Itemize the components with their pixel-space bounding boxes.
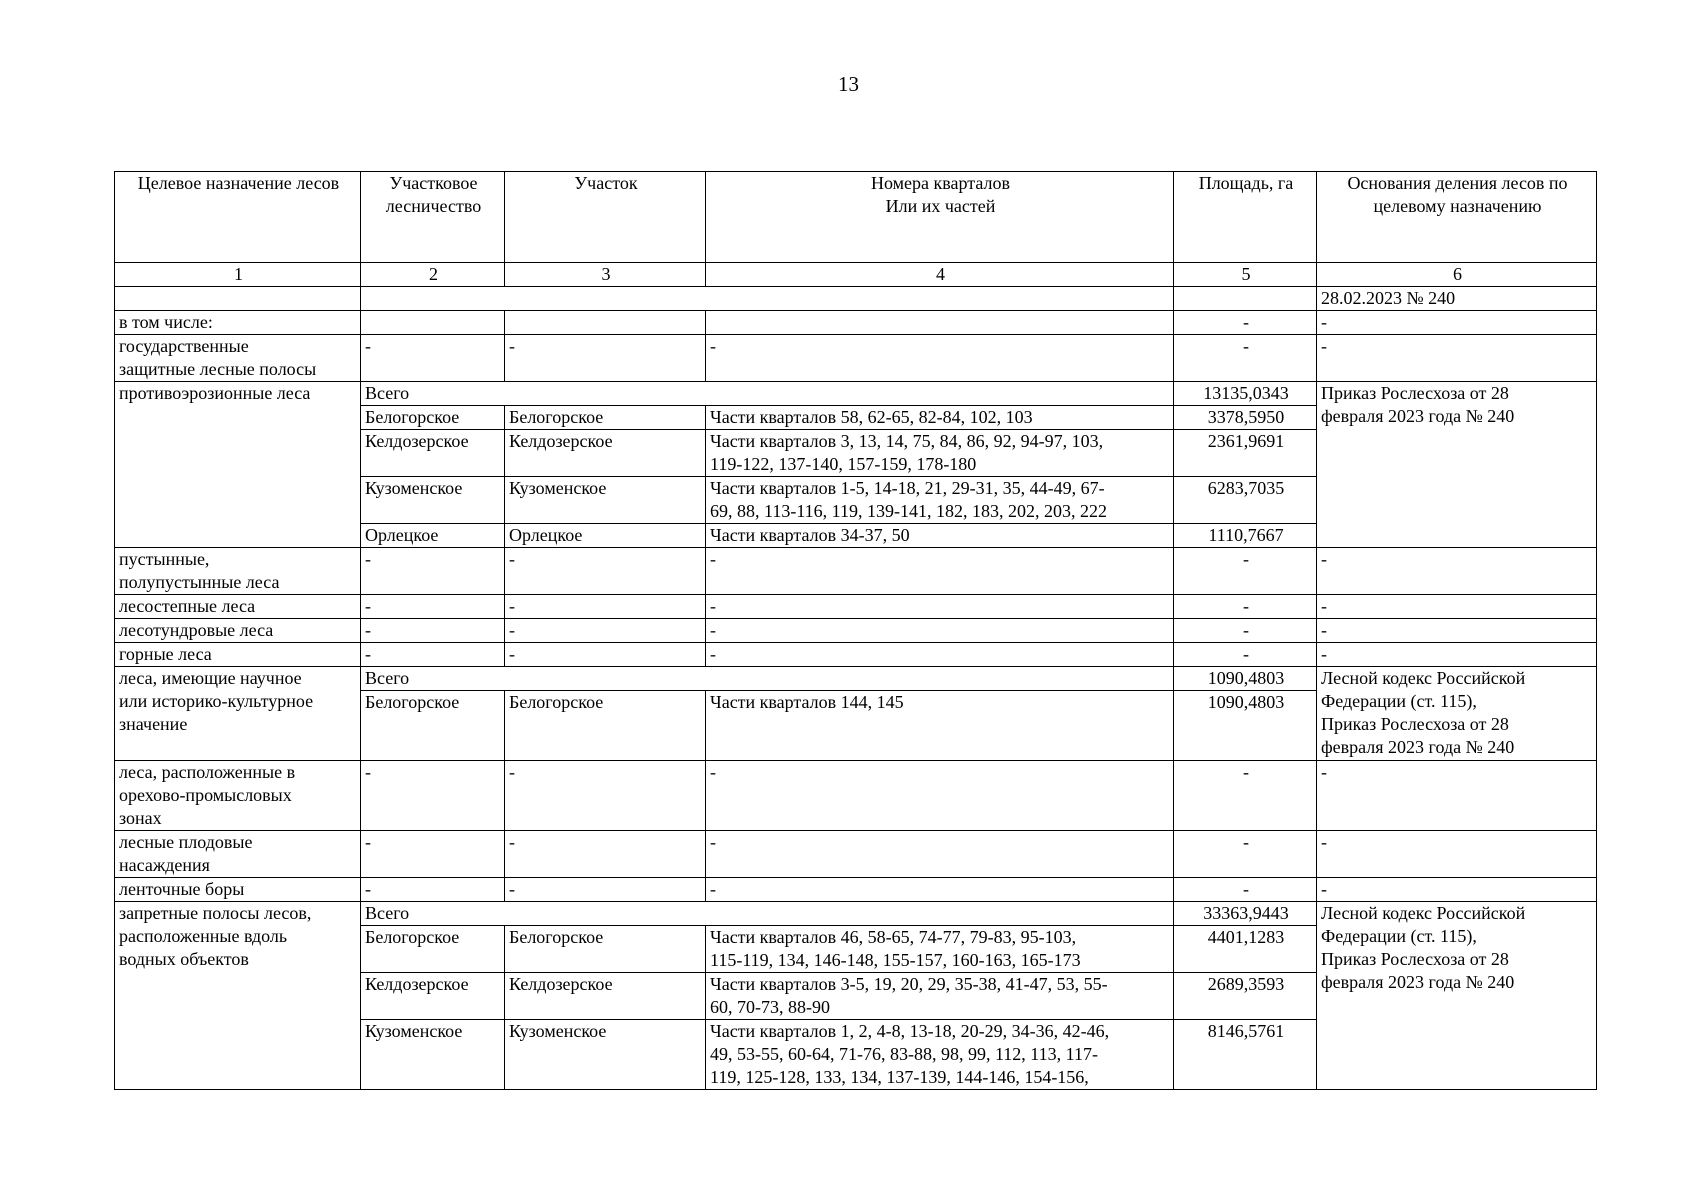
forestry-value: -: [361, 831, 505, 878]
plot-value: Кузоменское: [505, 477, 706, 524]
area-value: 2361,9691: [1174, 430, 1317, 477]
cell: [115, 287, 361, 311]
forestry-value: Кузоменское: [361, 1020, 505, 1090]
col-number: 5: [1174, 263, 1317, 287]
total-label: Всего: [361, 667, 1174, 691]
area-value: -: [1174, 335, 1317, 382]
plot-value: -: [505, 595, 706, 619]
header-quarters: Номера кварталов Или их частей: [706, 172, 1174, 263]
plot-value: Белогорское: [505, 406, 706, 430]
cell: [361, 311, 505, 335]
plot-value: -: [505, 619, 706, 643]
quarters-value: -: [706, 761, 1174, 831]
forestry-value: -: [361, 595, 505, 619]
table-row: [115, 382, 1597, 406]
area-value: -: [1174, 619, 1317, 643]
area-value: 2689,3593: [1174, 973, 1317, 1020]
total-label: Всего: [361, 382, 1174, 406]
purpose-label: пустынные, полупустынные леса: [115, 548, 361, 595]
carry-basis: 28.02.2023 № 240: [1317, 287, 1597, 311]
basis-value: -: [1317, 548, 1597, 595]
total-area: 33363,9443: [1174, 902, 1317, 926]
table-row: [115, 619, 1597, 643]
quarters-value: -: [706, 595, 1174, 619]
forest-purpose-table: [114, 171, 1597, 1090]
purpose-label: противоэрозионные леса: [115, 382, 361, 548]
plot-value: -: [505, 761, 706, 831]
purpose-label: государственные защитные лесные полосы: [115, 335, 361, 382]
basis-value: -: [1317, 878, 1597, 902]
forestry-value: Белогорское: [361, 406, 505, 430]
quarters-value: Части кварталов 3-5, 19, 20, 29, 35-38, 41-47, 53, 55- 60, 70-73, 88-90: [706, 973, 1174, 1020]
table-row: [115, 287, 1597, 311]
quarters-value: -: [706, 643, 1174, 667]
purpose-label: лесотундровые леса: [115, 619, 361, 643]
table-row: [115, 595, 1597, 619]
area-value: -: [1174, 595, 1317, 619]
basis-value: Лесной кодекс Российской Федерации (ст. 115), Приказ Рослесхоза от 28 февраля 2023 года № 240: [1317, 902, 1597, 1090]
basis-value: Лесной кодекс Российской Федерации (ст. 115), Приказ Рослесхоза от 28 февраля 2023 года № 240: [1317, 667, 1597, 761]
basis-value: -: [1317, 595, 1597, 619]
area-value: -: [1174, 311, 1317, 335]
table-row: [115, 335, 1597, 382]
purpose-label: горные леса: [115, 643, 361, 667]
area-value: 3378,5950: [1174, 406, 1317, 430]
plot-value: Келдозерское: [505, 973, 706, 1020]
purpose-label: лесные плодовые насаждения: [115, 831, 361, 878]
quarters-value: Части кварталов 3, 13, 14, 75, 84, 86, 92, 94-97, 103, 119-122, 137-140, 157-159, 178-180: [706, 430, 1174, 477]
total-area: 1090,4803: [1174, 667, 1317, 691]
plot-value: Белогорское: [505, 926, 706, 973]
table-row: [115, 643, 1597, 667]
area-value: 6283,7035: [1174, 477, 1317, 524]
header-basis: Основания деления лесов по целевому назначению: [1317, 172, 1597, 263]
quarters-value: Части кварталов 46, 58-65, 74-77, 79-83, 95-103, 115-119, 134, 146-148, 155-157, 160-163, 165-173: [706, 926, 1174, 973]
basis-value: -: [1317, 831, 1597, 878]
quarters-value: -: [706, 831, 1174, 878]
forestry-value: Орлецкое: [361, 524, 505, 548]
plot-value: -: [505, 548, 706, 595]
col-number: 1: [115, 263, 361, 287]
header-forestry: Участковое лесничество: [361, 172, 505, 263]
quarters-value: Части кварталов 58, 62-65, 82-84, 102, 103: [706, 406, 1174, 430]
quarters-value: -: [706, 878, 1174, 902]
plot-value: -: [505, 831, 706, 878]
basis-value: Приказ Рослесхоза от 28 февраля 2023 года № 240: [1317, 382, 1597, 548]
plot-value: -: [505, 878, 706, 902]
col-number: 2: [361, 263, 505, 287]
area-value: 8146,5761: [1174, 1020, 1317, 1090]
table-row: [115, 761, 1597, 831]
header-area: Площадь, га: [1174, 172, 1317, 263]
forestry-value: -: [361, 619, 505, 643]
table-row: [115, 548, 1597, 595]
basis-value: -: [1317, 311, 1597, 335]
cell: [706, 311, 1174, 335]
area-value: -: [1174, 831, 1317, 878]
forestry-value: -: [361, 548, 505, 595]
col-number: 3: [505, 263, 706, 287]
forestry-value: Белогорское: [361, 926, 505, 973]
table-row: [115, 902, 1597, 926]
cell: [1174, 287, 1317, 311]
plot-value: Кузоменское: [505, 1020, 706, 1090]
quarters-value: -: [706, 335, 1174, 382]
plot-value: Орлецкое: [505, 524, 706, 548]
area-value: -: [1174, 643, 1317, 667]
forestry-value: -: [361, 643, 505, 667]
basis-value: -: [1317, 335, 1597, 382]
including-label: в том числе:: [115, 311, 361, 335]
purpose-label: леса, расположенные в орехово-промысловых зонах: [115, 761, 361, 831]
cell: [361, 287, 1174, 311]
quarters-value: Части кварталов 34-37, 50: [706, 524, 1174, 548]
table-row: [115, 831, 1597, 878]
table-header-row: [115, 172, 1597, 263]
plot-value: -: [505, 643, 706, 667]
page-number: 13: [838, 72, 859, 96]
quarters-value: Части кварталов 1-5, 14-18, 21, 29-31, 35, 44-49, 67- 69, 88, 113-116, 119, 139-141, 182, 183, 202, 203, 222: [706, 477, 1174, 524]
area-value: -: [1174, 548, 1317, 595]
purpose-label: леса, имеющие научное или историко-культурное значение: [115, 667, 361, 761]
forestry-value: Кузоменское: [361, 477, 505, 524]
table-row: [115, 878, 1597, 902]
plot-value: Келдозерское: [505, 430, 706, 477]
quarters-value: Части кварталов 1, 2, 4-8, 13-18, 20-29, 34-36, 42-46, 49, 53-55, 60-64, 71-76, 83-88, 98, 99, 112, 113, 117- 119, 125-128, 133, 134, 137-139, 144-146, 154-156,: [706, 1020, 1174, 1090]
col-number: 4: [706, 263, 1174, 287]
quarters-value: Части кварталов 144, 145: [706, 691, 1174, 761]
header-purpose: Целевое назначение лесов: [115, 172, 361, 263]
basis-value: -: [1317, 643, 1597, 667]
quarters-value: -: [706, 548, 1174, 595]
area-value: -: [1174, 761, 1317, 831]
table-row: [115, 311, 1597, 335]
table-row: [115, 667, 1597, 691]
basis-value: -: [1317, 761, 1597, 831]
plot-value: -: [505, 335, 706, 382]
basis-value: -: [1317, 619, 1597, 643]
area-value: 1110,7667: [1174, 524, 1317, 548]
quarters-value: -: [706, 619, 1174, 643]
area-value: 4401,1283: [1174, 926, 1317, 973]
header-plot: Участок: [505, 172, 706, 263]
forestry-value: -: [361, 335, 505, 382]
column-number-row: [115, 263, 1597, 287]
total-area: 13135,0343: [1174, 382, 1317, 406]
forestry-value: -: [361, 878, 505, 902]
purpose-label: запретные полосы лесов, расположенные вдоль водных объектов: [115, 902, 361, 1090]
purpose-label: ленточные боры: [115, 878, 361, 902]
area-value: -: [1174, 878, 1317, 902]
col-number: 6: [1317, 263, 1597, 287]
plot-value: Белогорское: [505, 691, 706, 761]
forestry-value: Келдозерское: [361, 430, 505, 477]
forestry-value: Белогорское: [361, 691, 505, 761]
area-value: 1090,4803: [1174, 691, 1317, 761]
forestry-value: Келдозерское: [361, 973, 505, 1020]
forestry-value: -: [361, 761, 505, 831]
cell: [505, 311, 706, 335]
purpose-label: лесостепные леса: [115, 595, 361, 619]
total-label: Всего: [361, 902, 1174, 926]
